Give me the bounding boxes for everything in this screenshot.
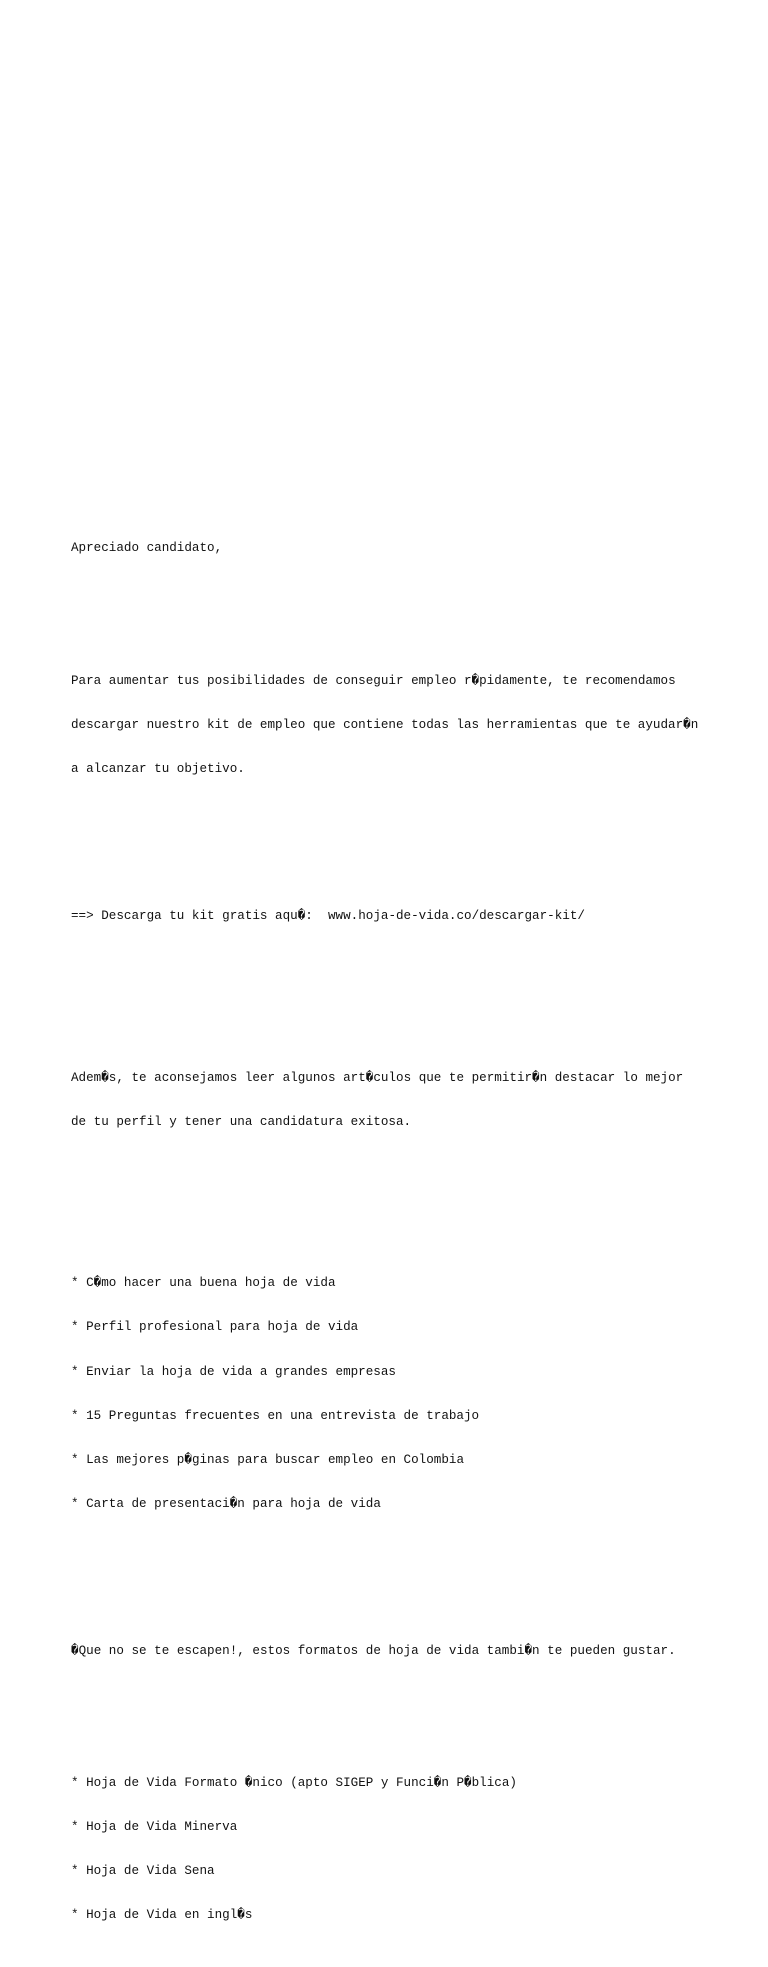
- intro-line-3: a alcanzar tu objetivo.: [71, 761, 245, 776]
- articles-list: [71, 1247, 731, 1541]
- list-item[interactable]: * Hoja de Vida Formato �nico (apto SIGEP y Funci�n P�blica): [71, 1776, 517, 1791]
- download-link[interactable]: ==> Descarga tu kit gratis aqu�: www.hoja-de-vida.co/descargar-kit/: [71, 908, 585, 923]
- list-item[interactable]: * Carta de presentaci�n para hoja de vida: [71, 1496, 381, 1511]
- list-item[interactable]: * Enviar la hoja de vida a grandes empresas: [71, 1364, 396, 1379]
- spacer: [71, 586, 731, 601]
- spacer: [71, 835, 731, 864]
- list-item[interactable]: * Hoja de Vida en ingl�s: [71, 1908, 253, 1923]
- articles-intro-paragraph: [71, 1041, 731, 1159]
- list-item[interactable]: * Las mejores p�ginas para buscar empleo en Colombia: [71, 1452, 465, 1467]
- formats-intro: �Que no se te escapen!, estos formatos de hoja de vida tambi�n te pueden gustar.: [71, 1643, 676, 1658]
- articles-intro-line-2: de tu perfil y tener una candidatura exitosa.: [71, 1114, 412, 1129]
- spacer: [71, 953, 731, 997]
- list-item[interactable]: * 15 Preguntas frecuentes en una entrevista de trabajo: [71, 1408, 480, 1423]
- spacer: [71, 1688, 731, 1703]
- spacer: [71, 1570, 731, 1599]
- list-item[interactable]: * Hoja de Vida Minerva: [71, 1820, 238, 1835]
- intro-paragraph: [71, 644, 731, 806]
- list-item[interactable]: * Hoja de Vida Sena: [71, 1864, 215, 1879]
- list-item[interactable]: * Perfil profesional para hoja de vida: [71, 1320, 359, 1335]
- document-body: [71, 512, 731, 1967]
- spacer: [71, 1188, 731, 1203]
- greeting: Apreciado candidato,: [71, 541, 223, 556]
- intro-line-2: descargar nuestro kit de empleo que contiene todas las herramientas que te ayudar�n: [71, 717, 699, 732]
- intro-line-1: Para aumentar tus posibilidades de conseguir empleo r�pidamente, te recomendamos: [71, 673, 676, 688]
- articles-intro-line-1: Adem�s, te aconsejamos leer algunos art�culos que te permitir�n destacar lo mejor: [71, 1070, 684, 1085]
- formats-list: [71, 1747, 731, 1953]
- list-item[interactable]: * C�mo hacer una buena hoja de vida: [71, 1276, 336, 1291]
